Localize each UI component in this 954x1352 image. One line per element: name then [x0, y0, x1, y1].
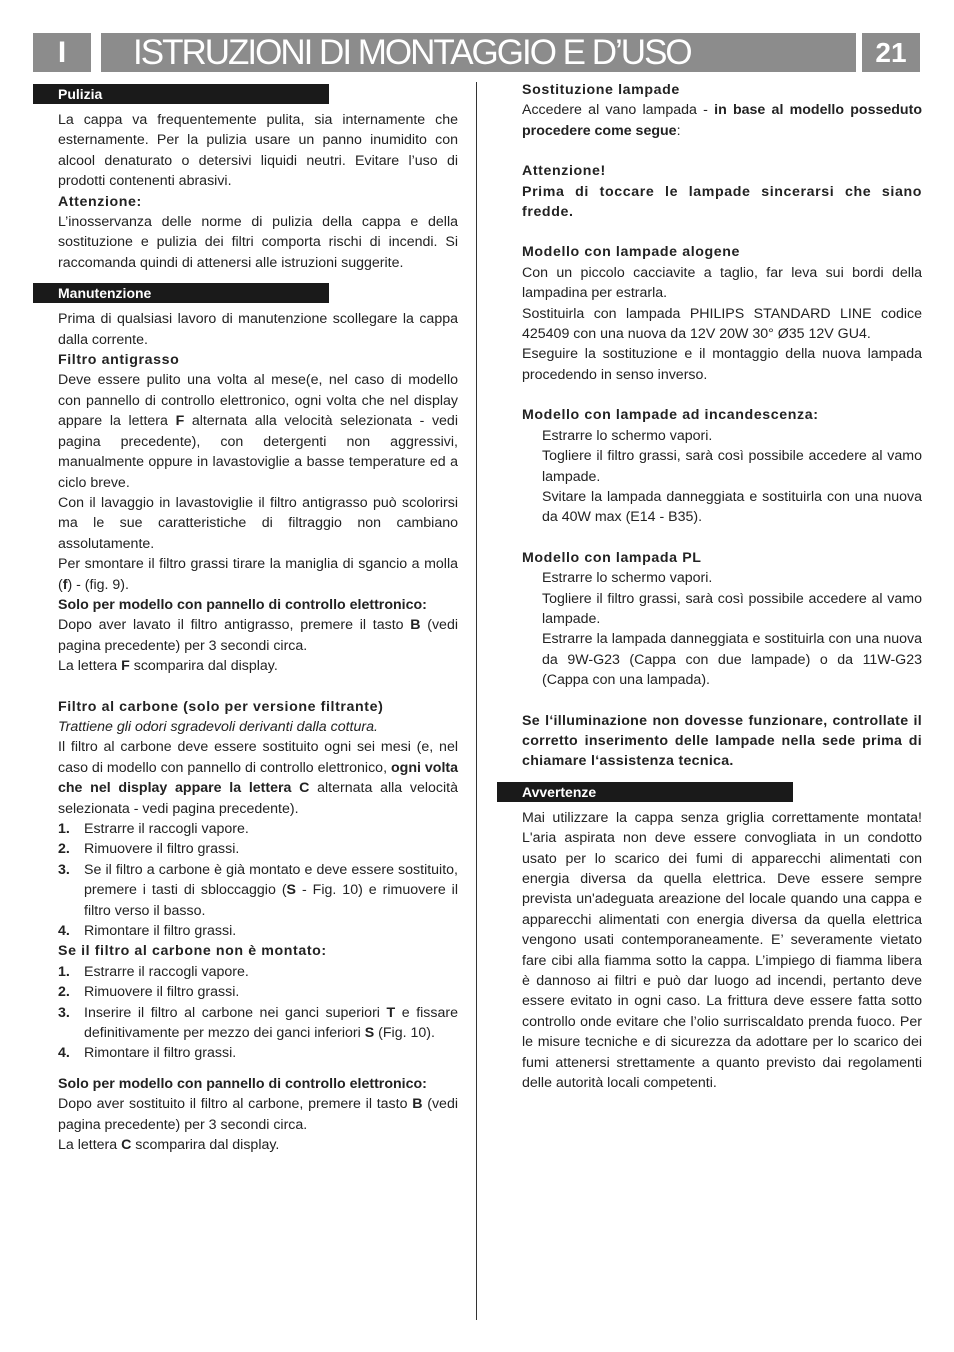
pulizia-text: La cappa va frequentemente pulita, sia internamente che esternamente. Per la pulizia usare un panno inumidito con alcool denaturato o detersivi liquidi neutri. Evitare l’uso di prodotti contenenti abrasivi. [58, 112, 458, 190]
solo-elettronico-label-1: Solo per modello con pannello di controllo elettronico: [58, 596, 427, 613]
section-heading-pulizia: Pulizia [33, 84, 329, 104]
alogene-text-3: Eseguire la sostituzione e il montaggio della nuova lampada procedendo in senso inverso. [522, 346, 922, 383]
list-item: Estrarre la lampada danneggiata e sostituirla con una nuova da 9W-G23 (Cappa con due lampade) o da 11W-G23 (Cappa con una lampada). [542, 631, 922, 689]
filtro-carbone-italic: Trattiene gli odori sgradevoli derivanti dalla cottura. [58, 718, 378, 735]
right-column [522, 80, 922, 1093]
list-item: 1. Estrarre il raccogli vapore. [58, 963, 249, 980]
attenzione-label: Attenzione: [58, 193, 142, 210]
column-divider [476, 82, 477, 1320]
sostituzione-text: Accedere al vano lampada - in base al modello posseduto procedere come segue: [522, 102, 922, 139]
filtro-antigrasso-label: Filtro antigrasso [58, 352, 180, 369]
page-number: 21 [875, 36, 907, 68]
non-montato-label: Se il filtro al carbone non è montato: [58, 943, 327, 960]
section-heading-avvertenze: Avvertenze [497, 782, 793, 802]
filtro-paragraph-3: Per smontare il filtro grassi tirare la maniglia di sgancio a molla (f) - (fig. 9). [58, 556, 458, 593]
sostituzione-lampade-label: Sostituzione lampade [522, 82, 680, 98]
manutenzione-text: Prima di qualsiasi lavoro di manutenzione scollegare la cappa dalla corrente. [58, 311, 458, 348]
list-item: Togliere il filtro grassi, sarà così possibile accedere al vamo lampade. [542, 448, 922, 485]
filtro-paragraph-1: Deve essere pulito una volta al mese(e, nel caso di modello con pannello di controllo elettronico, ogni volta che nel display appare la lettera F alternata alla velocità selezionata - vedi pagina precedente), con detergenti non aggressivi, manualmente oppure in lavastoviglie a basse temperature ed a ciclo breve. [58, 372, 458, 491]
list-item: 4. Rimontare il filtro grassi. [58, 1045, 237, 1062]
filtro-paragraph-2: Con il lavaggio in lavastoviglie il filtro antigrasso può scolorirsi ma le sue caratteristiche di filtraggio non cambiano assolutamente. [58, 494, 458, 552]
language-tab [33, 33, 91, 72]
list-item: 2. Rimuovere il filtro grassi. [58, 841, 240, 858]
list-item: 4. Rimontare il filtro grassi. [58, 923, 237, 940]
solo-elettronico-text-2b: La lettera C scomparira dal display. [58, 1137, 280, 1154]
attenzione-text: L’inosservanza delle norme di pulizia della cappa e della sostituzione e pulizia dei filtri comporta rischi di incendi. Si raccomanda quindi di attenersi alle istruzioni suggerite. [58, 214, 458, 271]
page-title: ISTRUZIONI DI MONTAGGIO E D’USO [133, 32, 691, 72]
solo-elettronico-label-2: Solo per modello con pannello di controllo elettronico: [58, 1075, 427, 1092]
alogene-text-1: Con un piccolo cacciavite a taglio, far leva sui bordi della lampadina per estrarla. [522, 264, 922, 302]
alogene-label: Modello con lampade alogene [522, 244, 741, 261]
list-item: 2. Rimuovere il filtro grassi. [58, 984, 240, 1001]
language-label: I [57, 35, 67, 69]
filtro-carbone-label: Filtro al carbone (solo per versione filtrante) [58, 698, 384, 715]
left-column [58, 84, 458, 1156]
avvertenze-text: Mai utilizzare la cappa senza griglia correttamente montata! L'aria aspirata non deve essere convogliata in un condotto usato per lo scarico dei fumi di apparecchi alimentati con energia diversa da quella elettrica. Deve essere sempre prevista un'adeguata areazione del locale quando una cappa e apparecchi alimentati con energia diversa da quella elettrica vengono usati contemporaneamente. E’ severamente vietato fare cibi alla fiamma sotto la cappa. L’impiego di fiamma libera è dannoso ai filtri e può dar luogo ad incendi, pertanto deve essere evitato in ogni caso. La frittura deve essere fatta sotto controllo onde evitare che l’olio surriscaldato prenda fuoco. Per le misure tecniche e di sicurezza da adottare per lo scarico dei fumi attenersi strettamente a quanto previsto dai regolamenti delle autorità locali competenti. [522, 809, 922, 1092]
list-item: 3. Inserire il filtro al carbone nei ganci superiori T e fissare definitivamente per mezzo dei ganci inferiori S (Fig. 10). [58, 1004, 458, 1042]
alogene-text-2: Sostituirla con lampada PHILIPS STANDARD LINE codice 425409 con una nuova da 12V 20W 30° Ø35 12V GU4. [522, 305, 922, 343]
page-number-box [862, 33, 920, 72]
page-title-bar [101, 33, 856, 72]
solo-elettronico-text-1: Dopo aver lavato il filtro antigrasso, premere il tasto B (vedi pagina precedente) per 3 secondi circa. [58, 617, 458, 654]
list-item: Svitare la lampada danneggiata e sostituirla con una nuova da 40W max (E14 - B35). [542, 488, 922, 526]
illuminazione-warning: Se l‘illuminazione non dovesse funzionare, controllate il corretto inserimento delle lampade nella sede prima di chiamare l‘assistenza tecnica. [522, 712, 922, 770]
non-montato-steps-list [58, 962, 458, 1064]
list-item: Estrarre lo schermo vapori. [542, 570, 713, 587]
section-heading-manutenzione: Manutenzione [33, 283, 329, 303]
solo-elettronico-text-1b: La lettera F scomparira dal display. [58, 658, 278, 675]
filtro-carbone-text: Il filtro al carbone deve essere sostituito ogni sei mesi (e, nel caso di modello con pannello di controllo elettronico, ogni volta che nel display appare la lettera C alternata alla velocità selezionata - vedi pagina precedente). [58, 739, 458, 817]
attenzione-lampade-label: Attenzione! [522, 163, 606, 180]
carbone-steps-list [58, 819, 458, 941]
list-item: 3. Se il filtro a carbone è già montato e deve essere sostituito, premere i tasti di sbloccaggio (S - Fig. 10) e rimuovere il filtro verso il basso. [58, 861, 458, 919]
list-item: Togliere il filtro grassi, sarà così possibile accedere al vamo lampade. [542, 590, 922, 627]
list-item: Estrarre lo schermo vapori. [542, 427, 713, 444]
incandescenza-label: Modello con lampade ad incandescenza: [522, 407, 819, 424]
pl-label: Modello con lampada PL [522, 549, 702, 566]
list-item: 1. Estrarre il raccogli vapore. [58, 821, 249, 837]
solo-elettronico-text-2: Dopo aver sostituito il filtro al carbone, premere il tasto B (vedi pagina precedente) per 3 secondi circa. [58, 1096, 458, 1133]
attenzione-lampade-text: Prima di toccare le lampade sincerarsi che siano fredde. [522, 183, 922, 221]
